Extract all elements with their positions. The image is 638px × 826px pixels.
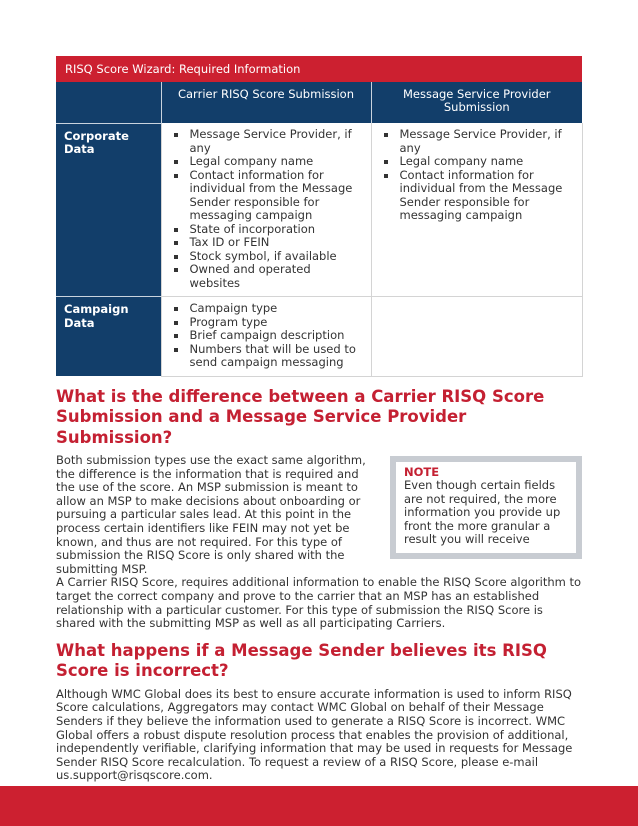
header-empty [56,82,161,124]
header-carrier: Carrier RISQ Score Submission [161,82,371,124]
list-item: Campaign type [170,302,363,316]
list-item: Contact information for individual from the Message Sender responsible for messaging campaign [170,169,363,223]
table-row [56,297,582,377]
required-info-table [56,56,583,377]
list-item: Program type [170,316,363,330]
campaign-msp-cell [371,297,582,377]
table-header-row [56,82,582,124]
corporate-msp-cell [371,123,582,297]
note-title: NOTE [404,465,440,479]
table-row [56,123,582,297]
list-item: Message Service Provider, if any [170,128,363,155]
list-item: Owned and operated websites [170,263,363,290]
paragraph-dispute: Although WMC Global does its best to ensure accurate information is used to inform RISQ Score calculations, Aggregators may contact WMC Global on behalf of their Message Senders if they believe the information used to generate a RISQ Score is incorrect. WMC Global offers a robust dispute resolution process that enables the provision of additional, independently verifiable, clarifying information that may be used in requests for Message Sender RISQ Score recalculation. To request a review of a RISQ Score, please e-mail us.support@risqscore.com. [56,686,573,783]
corporate-carrier-cell [161,123,371,297]
row-label-corporate: Corporate Data [56,123,161,297]
list-item: State of incorporation [170,223,363,237]
table-title-row [56,56,582,82]
paragraph-carrier: A Carrier RISQ Score, requires additional information to enable the RISQ Score algorithm to target the correct company and prove to the carrier that an MSP has an established relationship with a particular customer. For this type of submission the RISQ Score is shared with the submitting MSP as well as all participating Carriers. [56,575,582,631]
list-item: Tax ID or FEIN [170,236,363,250]
section-heading-difference: What is the difference between a Carrier RISQ Score Submission and a Message Service Provider Submission? [56,386,545,447]
list-item: Legal company name [170,155,363,169]
list-item: Legal company name [380,155,574,169]
list-item: Stock symbol, if available [170,250,363,264]
page-content [56,56,582,783]
section-body-difference [56,454,582,631]
header-msp: Message Service Provider Submission [371,82,582,124]
list-item: Brief campaign description [170,329,363,343]
paragraph-msp: Both submission types use the exact same algorithm, the difference is the information that is required and the use of the score. An MSP submission is meant to allow an MSP to make decisions about onboarding or pursuing a particular sales lead. At this point in the process certain identifiers like FEIN may not yet be known, and thus are not required. For this type of submission the RISQ Score is only shared with the submitting MSP. [56,453,366,576]
note-text: Even though certain fields are not required, the more information you provide up front the more granular a result you will receive [404,478,561,547]
footer-bar [0,786,638,826]
row-label-campaign: Campaign Data [56,297,161,377]
note-box [390,456,582,559]
list-item: Message Service Provider, if any [380,128,574,155]
table-title: RISQ Score Wizard: Required Information [56,56,582,82]
list-item: Numbers that will be used to send campaign messaging [170,343,363,370]
section-heading-incorrect: What happens if a Message Sender believes its RISQ Score is incorrect? [56,640,547,681]
list-item: Contact information for individual from the Message Sender responsible for messaging campaign [380,169,574,223]
campaign-carrier-cell [161,297,371,377]
